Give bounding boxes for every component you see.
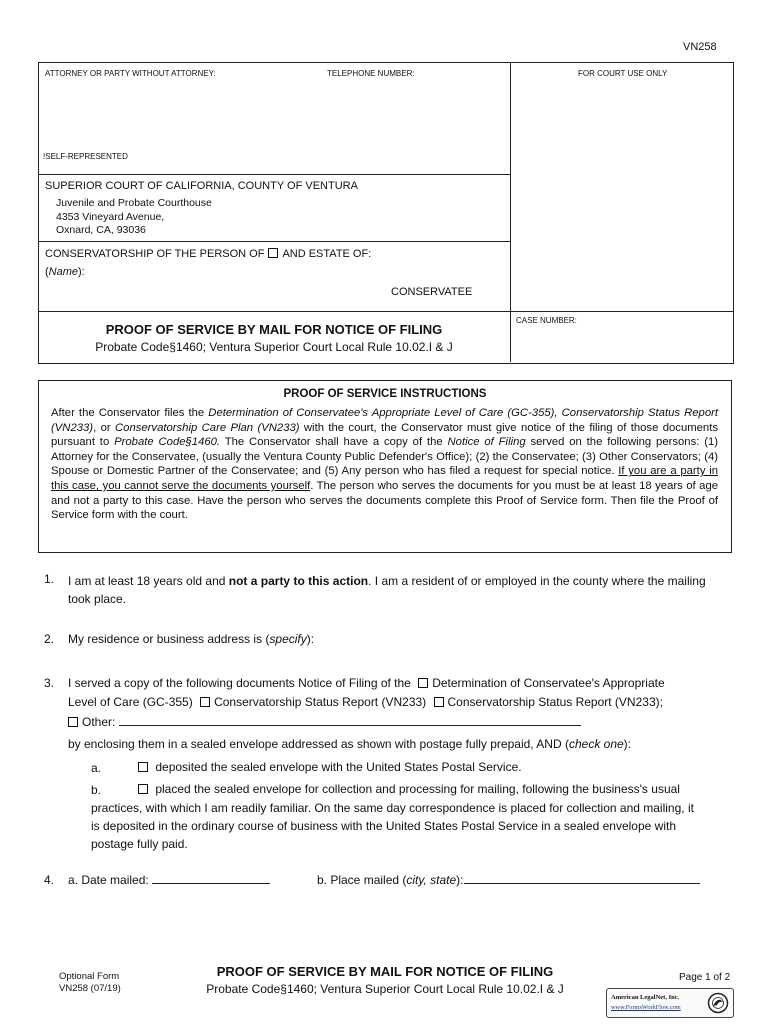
name-line: (Name): xyxy=(45,266,85,278)
item-1-c: . I am a resident of or employed in the county where the mailing took place. xyxy=(68,574,706,606)
conservatorship-suffix: AND ESTATE OF: xyxy=(282,248,372,260)
status-report-checkbox-1[interactable] xyxy=(200,697,210,707)
option-a-text: deposited the sealed envelope with the United States Postal Service. xyxy=(155,760,522,774)
item-1-number: 1. xyxy=(44,572,55,586)
logo-emblem-icon xyxy=(707,992,729,1014)
instr-t3: , or xyxy=(93,421,115,434)
item-3-line-4 xyxy=(68,737,631,751)
divider-conservatorship xyxy=(38,241,511,242)
option-a xyxy=(134,760,522,774)
instr-t10: If you are a party in this case, you cannot serve the documents yourself xyxy=(51,465,719,492)
form-subtitle: Probate Code§1460; Ventura Superior Court Local Rule 10.02.I & J xyxy=(95,340,453,354)
option-b-text-3: is deposited in the ordinary course of business with the United States Postal Service in a sealed envelope with xyxy=(91,819,676,833)
item-1-b: not a party to this action xyxy=(228,574,369,588)
item-2-c: ): xyxy=(306,632,315,646)
telephone-label: TELEPHONE NUMBER: xyxy=(327,69,415,78)
title-block xyxy=(38,322,510,354)
conservatorship-prefix: CONSERVATORSHIP OF THE PERSON OF xyxy=(45,248,265,260)
item-3-number: 3. xyxy=(44,676,55,690)
option-a-checkbox[interactable] xyxy=(138,762,148,772)
court-use-label: FOR COURT USE ONLY xyxy=(578,69,668,78)
name-label: Name xyxy=(48,266,79,278)
instr-t4: Conservatorship Care Plan (VN233) xyxy=(115,421,300,434)
option-b-label: b. xyxy=(91,783,102,797)
footer-title-block xyxy=(175,964,595,996)
status-report-checkbox-2[interactable] xyxy=(434,697,444,707)
item-2-b: specify xyxy=(269,632,307,646)
item-4-number: 4. xyxy=(44,873,55,887)
option-b-text-2: practices, with which I am readily familiar. On the same day correspondence is placed for collection and mailing, it xyxy=(91,801,694,815)
item-3-f: by enclosing them in a sealed envelope addressed as shown with postage fully prepaid, AND ( xyxy=(68,737,569,751)
instr-t2: Determination of Conservatee's Appropriate Level of Care (GC-355), Conservatorship Status Report (VN233) xyxy=(51,407,718,434)
self-represented-label: SELF-REPRESENTED xyxy=(45,152,128,161)
item-2-number: 2. xyxy=(44,632,55,646)
case-number-label: CASE NUMBER: xyxy=(516,316,577,325)
form-title: PROOF OF SERVICE BY MAIL FOR NOTICE OF FILING xyxy=(105,322,443,337)
form-code: VN258 xyxy=(683,41,717,53)
court-use-divider xyxy=(510,62,511,362)
item-3-c: Level of Care (GC-355) xyxy=(68,695,193,709)
self-represented[interactable]: !SELF-REPRESENTED xyxy=(43,152,128,161)
other-label: Other: xyxy=(82,715,116,729)
instructions-heading: PROOF OF SERVICE INSTRUCTIONS xyxy=(283,388,487,400)
item-1-text xyxy=(68,572,708,608)
courthouse-name: Juvenile and Probate Courthouse xyxy=(56,197,212,209)
option-b-checkbox[interactable] xyxy=(138,784,148,794)
item-3-a: I served a copy of the following documents Notice of Filing of the xyxy=(68,676,411,690)
address-line-1: 4353 Vineyard Avenue, xyxy=(56,210,165,223)
footer-left xyxy=(59,971,121,995)
instructions-text xyxy=(51,406,718,523)
gc355-checkbox[interactable] xyxy=(418,678,428,688)
form-revision: VN258 (07/19) xyxy=(59,983,121,994)
option-a-label: a. xyxy=(91,761,102,775)
date-mailed-label: a. Date mailed: xyxy=(68,873,149,887)
place-mailed-field[interactable] xyxy=(464,873,700,884)
place-mailed-label-2: city, state xyxy=(406,873,457,887)
date-mailed xyxy=(68,873,270,887)
place-mailed-label-3: ): xyxy=(456,873,464,887)
item-1-a: I am at least 18 years old and xyxy=(68,574,229,588)
person-checkbox[interactable] xyxy=(268,248,278,258)
logo-company: American LegalNet, Inc. xyxy=(611,994,680,1001)
instr-t11: . The person who serves the documents for you must be at least 18 years of age and not a party to this case. Have the person who serves the documents complete this Proof of Service form. Then file the Proof of Service form with the court. xyxy=(51,479,719,522)
other-checkbox[interactable] xyxy=(68,717,78,727)
instr-t8: Notice of Filing xyxy=(447,436,526,449)
place-mailed xyxy=(317,873,700,887)
court-address xyxy=(56,197,212,238)
instr-t1: After the Conservator files the xyxy=(51,407,209,419)
attorney-label: ATTORNEY OR PARTY WITHOUT ATTORNEY: xyxy=(45,69,216,78)
option-b-text-4: postage fully paid. xyxy=(91,837,188,851)
divider-title xyxy=(38,311,733,312)
item-3-d: Conservatorship Status Report (VN233) xyxy=(214,695,427,709)
footer-subtitle: Probate Code§1460; Ventura Superior Court Local Rule 10.02.I & J xyxy=(206,982,564,996)
option-b-text-1: placed the sealed envelope for collection and processing for mailing, following the business's usual xyxy=(155,782,680,796)
item-3-other-line xyxy=(64,715,581,729)
footer-title: PROOF OF SERVICE BY MAIL FOR NOTICE OF FILING xyxy=(216,964,554,979)
other-field[interactable] xyxy=(119,715,581,726)
page-number: Page 1 of 2 xyxy=(679,972,731,983)
conservatee-label: CONSERVATEE xyxy=(391,286,473,298)
divider-court xyxy=(38,174,511,175)
option-b-line-1 xyxy=(134,782,680,796)
item-2-a: My residence or business address is ( xyxy=(68,632,270,646)
place-mailed-label-1: b. Place mailed ( xyxy=(317,873,407,887)
court-name: SUPERIOR COURT OF CALIFORNIA, COUNTY OF VENTURA xyxy=(45,180,358,192)
address-line-2: Oxnard, CA, 93036 xyxy=(56,224,146,236)
item-3-line-2 xyxy=(68,695,663,709)
item-3-h: ): xyxy=(623,737,632,751)
instr-t7: The Conservator shall have a copy of the xyxy=(220,436,448,449)
item-3-b: Determination of Conservatee's Appropriate xyxy=(432,676,665,690)
optional-form: Optional Form xyxy=(59,971,120,982)
date-mailed-field[interactable] xyxy=(152,873,270,884)
item-3-g: check one xyxy=(568,737,624,751)
instr-t5: with the court, the Conservator must give notice of the filing of those documents pursuant to xyxy=(51,421,718,449)
legalnet-logo[interactable] xyxy=(606,988,734,1018)
logo-url: www.FormsWorkFlow.com xyxy=(611,1004,681,1011)
item-3-e: Conservatorship Status Report (VN233); xyxy=(447,695,663,709)
instr-t9: served on the following persons: (1) Attorney for the Conservatee, (usually the Ventura County Public Defender's Office); (2) the Conservatee; (3) Other Conservators; (4) Spouse or Domestic Partner of the Conservatee; and (5) Any person who has filed a request for special notice. xyxy=(51,436,719,478)
conservatorship-line xyxy=(45,248,371,260)
item-3-line-1 xyxy=(68,676,665,690)
item-2-text xyxy=(68,632,314,646)
instr-t6: Probate Code§1460. xyxy=(114,436,221,449)
